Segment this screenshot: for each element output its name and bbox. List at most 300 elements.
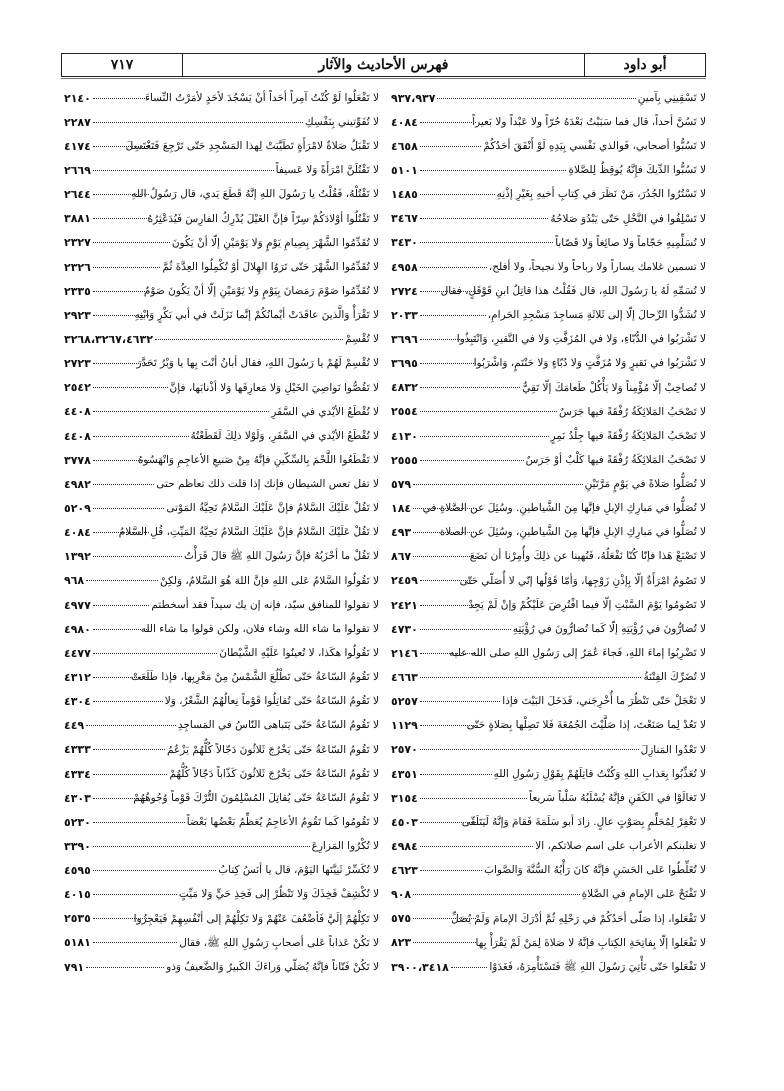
hadith-number: ٤٧٣٠ xyxy=(391,622,418,636)
hadith-number: ١٨٤ xyxy=(391,501,412,515)
hadith-text: لا تُقْسِمْ xyxy=(345,333,379,346)
index-entry xyxy=(391,327,706,351)
hadith-text: لا تَكُنْ فَتّاناً فإنَّهُ يُصَلّي وَراءَكَ الكَبيرُ وَالضَّعيفُ وَذو xyxy=(166,960,379,973)
hadith-text: لا تقولوا ما شاء الله وشاء فلان، ولكن قولوا ما شاء الله xyxy=(140,622,379,635)
index-entry xyxy=(64,400,379,424)
hadith-number: ٤٤٩ xyxy=(64,719,85,733)
hadith-number: ٤٩٨٤ xyxy=(391,839,418,853)
page-number: ٧١٧ xyxy=(62,54,183,76)
hadith-number: ٤١٧٤ xyxy=(64,139,91,153)
index-entry xyxy=(391,231,706,255)
index-entry xyxy=(64,448,379,472)
hadith-text: لا تَكُنْ عَذاباً عَلى أصحابِ رَسُولِ اللهِ ﷺ، فقال xyxy=(179,936,379,949)
hadith-text: لا تَعْدُوا المَنازِلَ xyxy=(640,743,706,756)
dot-leader xyxy=(420,701,500,702)
dot-leader xyxy=(420,242,553,243)
index-entry xyxy=(64,738,379,762)
hadith-text: لا تَقُولُوا هكَذا، لا تُعينُوا عَلَيْهِ الشَّيْطانَ xyxy=(219,647,379,660)
dot-leader xyxy=(413,484,583,485)
hadith-number: ١٤٨٥ xyxy=(391,188,418,202)
hadith-text: لا تُقْسِمْ لَهُمْ يا رَسُولَ اللهِ، فقال أبانُ أنْتَ بِها يا وَبْرُ تَحَدَّرَ xyxy=(136,357,379,370)
hadith-number: ٢٧٢٣ xyxy=(64,357,91,371)
index-entry xyxy=(64,424,379,448)
index-entry xyxy=(391,569,706,593)
index-entry xyxy=(391,665,706,689)
index-entry xyxy=(391,907,706,931)
index-entry xyxy=(391,834,706,858)
hadith-text: لا تَقُومُ السّاعَةُ حَتّى تُقاتِلُوا قَوْماً نِعالُهُمُ الشَّعْرُ، وَلا xyxy=(164,695,379,708)
hadith-text: لا تُضارُّونَ في رُؤْيَتِهِ إلّا كَما تُضارُّونَ في رُؤْيَتِهِ xyxy=(512,622,706,635)
index-entry xyxy=(64,931,379,955)
hadith-text: لا تَعُدْ لِما صَنَعْتَ، إذا صَلَّيْتَ الجُمُعَةَ فَلا تَصِلْها بِصَلاةٍ حَتّى xyxy=(466,719,706,732)
hadith-number: ٤٥٩٥ xyxy=(64,864,91,878)
dot-leader xyxy=(93,822,185,823)
dot-leader xyxy=(420,363,476,364)
index-entry xyxy=(64,714,379,738)
dot-leader xyxy=(420,653,476,654)
index-entry xyxy=(64,158,379,182)
hadith-text: لا تُقْطَعُ الأيْدي في السَّفَرِ، وَلَوْلا ذلِكَ لَقَطَعْتُهُ xyxy=(190,429,379,442)
dot-leader xyxy=(420,749,639,750)
dot-leader xyxy=(93,363,149,364)
hadith-text: لا تَغالَوْا في الكَفَنِ فإنَّهُ يُسْلَبُهُ سَلْباً سَريعاً xyxy=(529,791,706,804)
hadith-number: ٤٥٠٣ xyxy=(391,815,418,829)
index-entry xyxy=(391,690,706,714)
hadith-number: ٤٩٣ xyxy=(391,526,412,540)
hadith-text: لا تُقْطَعُ الأيْدي في السَّفَرِ xyxy=(271,405,379,418)
hadith-number: ٨٢٣ xyxy=(391,936,412,950)
index-entry xyxy=(391,810,706,834)
index-column-right xyxy=(391,86,706,979)
index-entry xyxy=(391,641,706,665)
hadith-text: لا تُقَدِّمُوا صَوْمَ رَمَضانَ بِيَوْمٍ وَلا يَوْمَيْنِ إلّا أنْ يَكُونَ صَوْمٌ xyxy=(143,284,379,297)
index-entry xyxy=(391,472,706,496)
hadith-text: لا تَقُلْ عَلَيْكَ السَّلامُ فإنَّ عَلَيْكَ السَّلامُ تَحِيَّةُ المَيِّتِ، قُلِ السَّلامُ xyxy=(118,526,379,539)
hadith-text: لا تُقَدِّمُوا الشَّهْرَ حَتّى تَرَوُا الهِلالَ أوْ تُكْمِلُوا العِدَّةَ ثُمَّ xyxy=(162,260,379,273)
hadith-number: ٥١٠١ xyxy=(391,163,418,177)
index-entry xyxy=(391,617,706,641)
index-entry xyxy=(391,786,706,810)
dot-leader xyxy=(155,339,343,340)
index-entry xyxy=(64,593,379,617)
hadith-text: لا تُفَوِّتيني بِنَفْسِكِ xyxy=(305,115,379,128)
hadith-number: ٢٣٣٥ xyxy=(64,284,91,298)
index-entry xyxy=(64,883,379,907)
hadith-text: لا تُسَمِّهِ لَهُ يا رَسُولَ اللهِ، قال فَقُلْتُ هذا قاتِلُ ابنِ قَوْقَلٍ، فقال xyxy=(440,284,706,297)
hadith-number: ٤٩٨٢ xyxy=(64,477,91,491)
hadith-number: ٢١٤٠ xyxy=(64,91,91,105)
dot-leader xyxy=(413,556,476,557)
hadith-number: ٥١٨١ xyxy=(64,936,91,950)
hadith-number: ٥٢٥٧ xyxy=(391,695,418,709)
dot-leader xyxy=(420,870,482,871)
index-entry xyxy=(391,86,706,110)
hadith-number: ٤٣٠٣ xyxy=(64,791,91,805)
hadith-text: لا تُصَلُّوا في مَبارِكِ الإبلِ فإنَّها مِنَ الشَّياطينِ. وسُئِلَ عن الصَّلاةِ في xyxy=(422,502,706,515)
index-entry xyxy=(391,496,706,520)
dot-leader xyxy=(420,725,476,726)
hadith-text: لا تَفْتَحْ عَلى الإمامِ في الصَّلاةِ xyxy=(581,888,706,901)
index-entry xyxy=(391,352,706,376)
dot-leader xyxy=(420,822,476,823)
hadith-number: ١١٢٩ xyxy=(391,719,418,733)
hadith-text: لا تَفْعَلوا إلّا بِفاتِحَةِ الكِتابِ فإنَّهُ لا صَلاةَ لِمَنْ لَمْ يَقْرَأْ بِها xyxy=(475,936,706,949)
hadith-text: لا تُشَدُّوا الرِّحالَ إلّا إلى ثَلاثَةِ مَساجِدَ مَسْجِدِ الحَرامِ، xyxy=(487,309,706,322)
index-entry xyxy=(64,545,379,569)
index-entry xyxy=(391,955,706,979)
hadith-number: ٣١٥٤ xyxy=(391,791,418,805)
dot-leader xyxy=(93,315,149,316)
hadith-number: ٢٥٤٢ xyxy=(64,381,91,395)
dot-leader xyxy=(93,98,149,99)
hadith-text: لا تُصَلُّوا في مَبارِكِ الإبلِ فإنَّها مِنَ الشَّياطينِ، وسُئِلَ عن الصلاة xyxy=(439,526,706,539)
hadith-text: لا تَقُومُوا كَما تَقُومُ الأعاجِمُ يُعَظِّمُ بَعْضُها بَعْضاً xyxy=(186,816,379,829)
dot-leader xyxy=(413,942,476,943)
hadith-number: ٤٠٨٤ xyxy=(391,115,418,129)
index-entry xyxy=(64,496,379,520)
index-entry xyxy=(391,376,706,400)
index-entry xyxy=(64,617,379,641)
dot-leader xyxy=(93,387,168,388)
index-entry xyxy=(64,521,379,545)
hadith-text: لا تَسْلِفُوا في النَّخْلِ حَتّى يَبْدُوَ صَلاحُهُ xyxy=(550,212,706,225)
hadith-number: ٧٩١ xyxy=(64,960,85,974)
index-entry xyxy=(64,134,379,158)
header-divider xyxy=(61,78,706,79)
hadith-text: لا تقولوا للمنافق سيّد، فإنه إن يك سيداً فقد أسخطتم xyxy=(151,598,379,611)
dot-leader xyxy=(93,194,149,195)
hadith-number: ٥٢٣٠ xyxy=(64,815,91,829)
dot-leader xyxy=(93,870,216,871)
hadith-text: لا تُضَرِّكَ الفِتْنَةُ xyxy=(643,671,706,684)
dot-leader xyxy=(93,122,303,123)
hadith-number: ٢٧٢٤ xyxy=(391,284,418,298)
hadith-text: لا تُعَذِّبُوا بِعَذابِ اللهِ وَكُنْتُ قاتِلَهُمْ بِقَوْلِ رَسُولِ اللهِ xyxy=(493,767,706,780)
dot-leader xyxy=(420,436,549,437)
dot-leader xyxy=(420,460,524,461)
hadith-number: ٩٠٨ xyxy=(391,888,412,902)
hadith-number: ٤٤٠٨ xyxy=(64,429,91,443)
hadith-number: ٢٥٥٥ xyxy=(391,453,418,467)
hadith-number: ١٣٩٢ xyxy=(64,550,91,564)
index-entry xyxy=(64,665,379,689)
dot-leader xyxy=(420,122,476,123)
hadith-text: لا تَقْتُلُوا أوْلادَكُمْ سِرّاً فإنَّ الغَيْلَ يُدْرِكُ الفارِسَ فَيُدَعْثِرُهُ xyxy=(147,212,379,225)
hadith-number: ٤٩٥٨ xyxy=(391,260,418,274)
dot-leader xyxy=(420,411,557,412)
index-entry xyxy=(64,86,379,110)
hadith-number: ٢١٤٦ xyxy=(391,646,418,660)
hadith-number: ٣٦٩٥ xyxy=(391,357,418,371)
hadith-text: لا تَصْحَبُ المَلائِكَةُ رُفْقَةً فيها كَلْبٌ أوْ جَرَسٌ xyxy=(525,453,706,466)
hadith-number: ٤٤٧٧ xyxy=(64,646,91,660)
hadith-number: ٥٢٠٩ xyxy=(64,501,91,515)
dot-leader xyxy=(93,629,149,630)
hadith-number: ٣٧٧٨ xyxy=(64,453,91,467)
index-entry xyxy=(64,690,379,714)
dot-leader xyxy=(420,194,495,195)
hadith-text: لا تَقْرَأْ وَالَّذينَ عاقَدَتْ أيْمانُكُمْ إنَّما نَزَلَتْ في أبي بَكْرٍ وَابْنِهِ xyxy=(134,309,379,322)
dot-leader xyxy=(93,508,165,509)
hadith-number: ٤٣٣٤ xyxy=(64,767,91,781)
dot-leader xyxy=(93,460,149,461)
hadith-number: ٤٦٦٣ xyxy=(391,670,418,684)
hadith-text: لا تُصَلُّوا صَلاةً في يَوْمٍ مَرَّتَيْنِ xyxy=(584,478,706,491)
hadith-text: لا تَقُصُّوا نَواصِيَ الخَيْلِ وَلا مَعارِفَها وَلا أذْنابَها، فإنَّ xyxy=(169,381,379,394)
index-entry xyxy=(391,255,706,279)
hadith-number: ٤٣١٢ xyxy=(64,670,91,684)
dot-leader xyxy=(93,242,170,243)
dot-leader xyxy=(420,605,476,606)
hadith-text: لا تَقْبَلُ صَلاةٌ لامْرَأَةٍ تَطَيَّبَتْ لِهذا المَسْجِدِ حَتّى تَرْجِعَ فَتَغْتَسِلَ xyxy=(125,140,379,153)
hadith-number: ٤٠١٥ xyxy=(64,888,91,902)
hadith-text: لا تَفْعَلوا حَتّى تَأْتِيَ رَسُولَ اللهِ ﷺ فَتَسْتَأْمِرَهُ، فَغَدَوْا xyxy=(489,960,706,973)
dot-leader xyxy=(93,484,154,485)
index-entry xyxy=(391,714,706,738)
hadith-text: لا تَضْرِبُوا إماءَ اللهِ، فَجاءَ عُمَرُ إلى رَسُولِ اللهِ صلى الله عليه xyxy=(448,647,706,660)
index-entry xyxy=(391,883,706,907)
dot-leader xyxy=(93,556,182,557)
dot-leader xyxy=(420,846,533,847)
index-entry xyxy=(64,569,379,593)
dot-leader xyxy=(413,894,580,895)
dot-leader xyxy=(93,605,149,606)
dot-leader xyxy=(93,411,269,412)
index-entry xyxy=(64,207,379,231)
dot-leader xyxy=(86,967,164,968)
hadith-number: ٤٩٧٧ xyxy=(64,598,91,612)
index-entry xyxy=(391,762,706,786)
hadith-text: لا تَسُبُّوا أصحابي، فَوالذي نَفْسي بِيَدِهِ لَوْ أَنْفَقَ أحَدُكُمْ xyxy=(483,140,706,153)
index-entry xyxy=(64,955,379,979)
index-entry xyxy=(391,424,706,448)
hadith-number: ٥٧٩ xyxy=(391,477,412,491)
hadith-text: لا تَسُبُّوا الدِّيكَ فإِنَّهُ يُوقِظُ لِلصَّلاةِ xyxy=(568,164,706,177)
hadith-number: ٣٩٠٠،٣٤١٨ xyxy=(391,960,449,974)
hadith-text: لا تَصُومُ امْرَأَةٌ إلّا بِإذْنِ زَوْجِها، وَأمّا قَوْلُها إنّي لا أُصَلّي حَتّى xyxy=(459,574,706,587)
index-entry xyxy=(391,303,706,327)
index-entry xyxy=(64,786,379,810)
dot-leader xyxy=(420,146,482,147)
dot-leader xyxy=(93,774,168,775)
index-entry xyxy=(64,859,379,883)
index-entry xyxy=(64,907,379,931)
index-entry xyxy=(391,521,706,545)
dot-leader xyxy=(420,774,492,775)
dot-leader xyxy=(93,532,149,533)
hadith-text: لا تُصاحِبْ إلّا مُؤْمِناً وَلا يَأْكُلْ طَعامَكَ إلّا تَقِيٌّ xyxy=(522,381,706,394)
dot-leader xyxy=(413,532,476,533)
hadith-number: ٢٦٤٤ xyxy=(64,188,91,202)
hadith-text: لا تَقُومُ السّاعَةُ حَتّى يُقاتِلَ المُسْلِمُونَ التُّرْكَ قَوْماً وُجُوهُهُمْ xyxy=(133,791,379,804)
index-entry xyxy=(391,183,706,207)
hadith-number: ٣٤٣٠ xyxy=(391,236,418,250)
hadith-text: لا تَقُولُوا السَّلامُ عَلى اللهِ فإنَّ اللهَ هُوَ السَّلامُ، وَلكِنْ xyxy=(159,574,379,587)
dot-leader xyxy=(86,580,158,581)
dot-leader xyxy=(93,146,149,147)
hadith-number: ٤١٣٠ xyxy=(391,429,418,443)
hadith-number: ٤٨٣٢ xyxy=(391,381,418,395)
hadith-number: ٢٤٥٩ xyxy=(391,574,418,588)
hadith-number: ٩٦٨ xyxy=(64,574,85,588)
index-entry xyxy=(64,641,379,665)
dot-leader xyxy=(420,339,476,340)
hadith-number: ٣٣٩٠ xyxy=(64,839,91,853)
hadith-number: ٢٥٧٠ xyxy=(391,743,418,757)
hadith-text: لا تَصْحَبُ المَلائِكَةُ رُفْقَةً فيها جِلْدُ نَمِرٍ xyxy=(550,429,706,442)
hadith-text: لا تَسْتُرُوا الجُدُرَ، مَنْ نَظَرَ في كِتابِ أخيهِ بِغَيْرِ إذْنِهِ xyxy=(496,188,706,201)
dot-leader xyxy=(420,387,520,388)
dot-leader xyxy=(93,918,149,919)
hadith-text: لا تُكَسِّرْ ثَنِيَّتَها اليَوْمَ، قال يا أنَسُ كِتابُ xyxy=(218,864,379,877)
hadith-text: لا تَصُومُوا يَوْمَ السَّبْتِ إلّا فيما افْتُرِضَ عَلَيْكُمْ وَإنْ لَمْ يَجِدْ xyxy=(468,598,706,611)
book-title: أبو داود xyxy=(623,57,667,73)
hadith-number: ٩٣٧،٩٣٧ xyxy=(391,91,436,105)
index-entry xyxy=(391,207,706,231)
hadith-number: ٢٥٥٤ xyxy=(391,405,418,419)
hadith-number: ٨٦٧ xyxy=(391,550,412,564)
hadith-number: ٣٨٨١ xyxy=(64,212,91,226)
hadith-text: لا تُسَلِّمِيهِ حَجّاماً وَلا صائِغاً وَلا قَصّاباً xyxy=(555,236,706,249)
dot-leader xyxy=(420,580,476,581)
index-entry xyxy=(391,545,706,569)
hadith-text: لا تَقُومُ السّاعَةُ حَتّى تَطْلُعَ الشَّمْسُ مِنْ مَغْرِبِها، فإذا طَلَعَتْ xyxy=(130,671,379,684)
hadith-text: لا تَصْحَبُ المَلائِكَةُ رُفْقَةً فيها جَرَسٌ xyxy=(559,405,706,418)
index-entry xyxy=(64,472,379,496)
dot-leader xyxy=(420,218,549,219)
index-entry xyxy=(391,593,706,617)
hadith-number: ٢٠٣٣ xyxy=(391,308,418,322)
hadith-text: لا تُكْرُوا المَزارِعَ xyxy=(311,840,379,853)
dot-leader xyxy=(413,918,476,919)
index-entry xyxy=(64,376,379,400)
hadith-number: ٤٤٠٨ xyxy=(64,405,91,419)
hadith-number: ٢٩٢٣ xyxy=(64,308,91,322)
dot-leader xyxy=(413,508,476,509)
hadith-text: لا تَقُومُ السّاعَةُ حَتّى يَخْرُجَ ثَلاثُونَ كَذّاباً دَجّالاً كُلُّهُمْ xyxy=(169,767,379,780)
hadith-text: لا تَشْرَبُوا في الدُّبّاءِ، وَلا في المُزَفَّتِ وَلا في النَّقيرِ، وَانْتَبِذُوا xyxy=(456,333,706,346)
dot-leader xyxy=(420,798,527,799)
dot-leader xyxy=(93,218,149,219)
hadith-text: لا تُقَدِّمُوا الشَّهْرَ بِصِيامِ يَوْمٍ وَلا يَوْمَيْنِ إلّا أنْ يَكُونَ xyxy=(171,236,379,249)
hadith-number: ٤٣٠٤ xyxy=(64,695,91,709)
dot-leader xyxy=(420,267,487,268)
hadith-text: لا تَغْفِرْ لِمُحَلِّمٍ بِصَوْتٍ عالٍ. زادَ أبو سَلَمَةَ فَقامَ وَإنَّهُ لَيَتَلَقّى xyxy=(461,816,706,829)
index-entry xyxy=(64,762,379,786)
dot-leader xyxy=(420,170,567,171)
hadith-text: لا تَكِلْهُمْ إلَيَّ فَأضْعُفَ عَنْهُمْ وَلا تَكِلْهُمْ إلى أنْفُسِهِمْ فَيَعْجِزُوا xyxy=(133,912,379,925)
dot-leader xyxy=(420,629,511,630)
page-header xyxy=(61,53,706,77)
hadith-text: لا تُكْشِفْ فَخِذَكَ وَلا تَنْظُرْ إلى فَخِذِ حَيٍّ وَلا مَيِّتٍ xyxy=(178,888,379,901)
index-entry xyxy=(391,158,706,182)
hadith-text: لا تَقُومُ السّاعَةُ حَتّى يَخْرُجَ ثَلاثُونَ دَجّالاً كُلُّهُمْ يَزْعُمُ xyxy=(167,743,379,756)
index-entry xyxy=(391,448,706,472)
dot-leader xyxy=(420,315,486,316)
hadith-text: لا تَعْجَلْ حَتّى تَنْظُرَ ما أُخْرِجَني، فَدَخَلَ البَيْتَ فإذا xyxy=(502,695,706,708)
dot-leader xyxy=(93,894,177,895)
dot-leader xyxy=(93,267,161,268)
hadith-text: لا تَسُنَّ أحداً، قال فما سَبَبْتُ بَعْدَهُ حُرّاً ولا عَبْداً ولا بَعيراً xyxy=(472,115,706,128)
page-title: فهرس الأحاديث والآثار xyxy=(183,54,585,76)
dot-leader xyxy=(86,725,176,726)
dot-leader xyxy=(93,291,149,292)
hadith-text: لا تَسْقِينِي بِآمينِ xyxy=(637,91,706,104)
hadith-text: لا تقل تعس الشيطان فإنك إذا قلت ذلك تعاظم حتى xyxy=(156,478,379,491)
index-entry xyxy=(64,183,379,207)
hadith-number: ٤٦٢٣ xyxy=(391,864,418,878)
hadith-text: لا تسمين غلامك يساراً ولا رباحاً ولا نجيحاً، ولا أفلح، xyxy=(488,260,706,273)
hadith-text: لا تَقْتُلَنَّ امْرَأَةً وَلا عَسيفاً xyxy=(275,164,379,177)
hadith-number: ٤٦٥٨ xyxy=(391,139,418,153)
hadith-number: ٢٣٢٧ xyxy=(64,236,91,250)
index-entry xyxy=(391,134,706,158)
hadith-text: لا تَقُلْ ما أحْزَبُهُ فإنَّ رَسُولَ اللهِ ﷺ قالَ قَرَأْتُ xyxy=(183,550,379,563)
index-entry xyxy=(64,834,379,858)
dot-leader xyxy=(437,98,635,99)
hadith-text: لا تُغَلِّطُوا عَلى الحَسَنِ فإنَّهُ كانَ رَأْيُهُ السُّنَّةَ وَالصَّوابَ xyxy=(484,864,706,877)
hadith-number: ٢٣٢٦ xyxy=(64,260,91,274)
index-entry xyxy=(391,931,706,955)
index-entry xyxy=(64,352,379,376)
dot-leader xyxy=(420,677,642,678)
dot-leader xyxy=(93,170,274,171)
index-entry xyxy=(391,738,706,762)
hadith-text: لا تَشْرَبُوا في نَقيرٍ وَلا مُزَفَّتٍ وَلا دُبّاءٍ وَلا حَنْتَمٍ، وَاشْرَبُوا xyxy=(473,357,706,370)
dot-leader xyxy=(420,291,476,292)
hadith-number: ٤٩٨٠ xyxy=(64,622,91,636)
hadith-number: ٤٠٨٤ xyxy=(64,526,91,540)
index-entry xyxy=(391,279,706,303)
dot-leader xyxy=(93,749,165,750)
hadith-number: ٢٦٦٩ xyxy=(64,163,91,177)
hadith-text: لا تَقُومُ السّاعَةُ حَتّى يَتَباهى النّاسُ في المَساجِدِ xyxy=(177,719,379,732)
hadith-text: لا تَفْعَلوا، إذا صَلّى أحَدُكُمْ في رَحْلِهِ ثُمَّ أدْرَكَ الإمامَ وَلَمْ يُصَلِّ xyxy=(451,912,706,925)
hadith-text: لا تَفْعَلُوا لَوْ كُنْتُ آمِراً أحَداً أنْ يَسْجُدَ لأحَدٍ لأمَرْتُ النِّساءَ xyxy=(145,91,379,104)
index-entry xyxy=(391,110,706,134)
index-entry xyxy=(64,810,379,834)
hadith-number: ٤٣٥١ xyxy=(391,767,418,781)
index-entry xyxy=(64,279,379,303)
hadith-text: لا تَقْطَعُوا اللَّحْمَ بِالسِّكّينِ فإنَّهُ مِنْ صَنيعِ الأعاجِمِ وَانْهَسُوهُ xyxy=(137,453,379,466)
hadith-number: ٥٧٥ xyxy=(391,912,412,926)
hadith-text: لا تَقْتُلْهُ، فَقُلْتُ يا رَسُولَ اللهِ إنَّهُ قَطَعَ يَدي، قال رَسُولُ اللهِ xyxy=(131,188,379,201)
index-entry xyxy=(391,400,706,424)
index-entry xyxy=(64,110,379,134)
hadith-text: لا تَقُلْ عَلَيْكَ السَّلامُ فإنَّ عَلَيْكَ السَّلامُ تَحِيَّةُ المَوْتى xyxy=(166,502,379,515)
index-entry xyxy=(64,303,379,327)
dot-leader xyxy=(451,967,487,968)
hadith-number: ٣٤٦٧ xyxy=(391,212,418,226)
hadith-number: ٣٢٦٨،٣٢٦٧،٤٦٣٢ xyxy=(64,332,153,346)
dot-leader xyxy=(93,653,217,654)
index-column-left xyxy=(64,86,379,979)
hadith-number: ٢٢٨٧ xyxy=(64,115,91,129)
dot-leader xyxy=(93,701,163,702)
index-entry xyxy=(64,255,379,279)
index-entry xyxy=(64,231,379,255)
dot-leader xyxy=(93,846,310,847)
hadith-number: ٣٦٩٦ xyxy=(391,332,418,346)
index-entry xyxy=(64,327,379,351)
dot-leader xyxy=(93,942,177,943)
hadith-text: لا تغلبنكم الأعراب على اسم صلاتكم، الا xyxy=(535,840,706,853)
hadith-number: ٤٣٣٣ xyxy=(64,743,91,757)
dot-leader xyxy=(93,677,149,678)
dot-leader xyxy=(93,798,149,799)
hadith-number: ٢٥٣٥ xyxy=(64,912,91,926)
index-entry xyxy=(391,859,706,883)
